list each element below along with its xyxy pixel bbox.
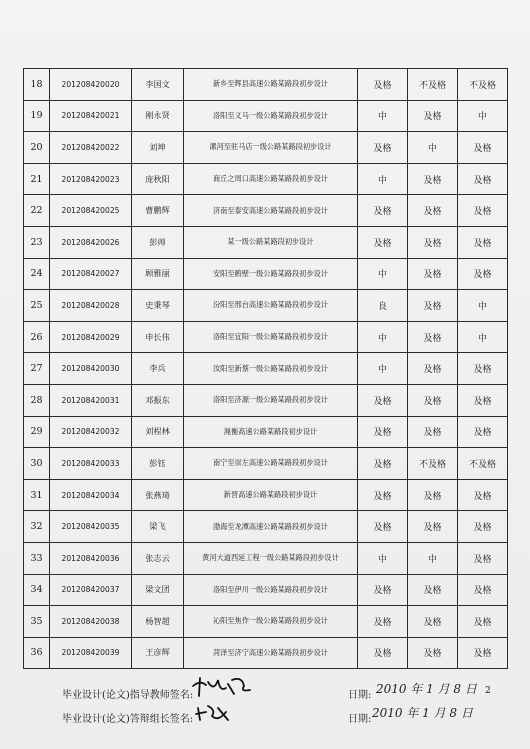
table-row [24, 195, 508, 227]
table-row [24, 258, 508, 290]
cell-grade-reviewer: 及格 [408, 637, 458, 669]
cell-thesis-title: 商丘之周口高速公路某路段初步设计 [184, 163, 358, 195]
cell-grade-advisor: 及格 [358, 448, 408, 480]
cell-grade-defense: 及格 [458, 132, 508, 164]
cell-grade-reviewer: 不及格 [408, 448, 458, 480]
advisor-signature-label: 毕业设计(论文)指导教师签名: [62, 690, 194, 701]
cell-student-name: 刚永贤 [132, 100, 184, 132]
cell-student-name: 申长伟 [132, 321, 184, 353]
cell-student-id: 201208420038 [50, 606, 132, 638]
cell-number: 31 [24, 479, 50, 511]
cell-grade-reviewer: 及格 [408, 416, 458, 448]
cell-number: 33 [24, 542, 50, 574]
cell-grade-reviewer: 及格 [408, 606, 458, 638]
cell-thesis-title: 漯河至驻马店一级公路某路段初步设计 [184, 132, 358, 164]
cell-grade-advisor: 及格 [358, 606, 408, 638]
cell-number: 25 [24, 290, 50, 322]
cell-grade-advisor: 中 [358, 100, 408, 132]
cell-student-id: 201208420026 [50, 226, 132, 258]
cell-student-id: 201208420032 [50, 416, 132, 448]
date-label-advisor: 日期: [348, 690, 372, 701]
cell-student-name: 王彦辉 [132, 637, 184, 669]
cell-grade-reviewer: 及格 [408, 195, 458, 227]
cell-number: 29 [24, 416, 50, 448]
cell-student-name: 史秉琴 [132, 290, 184, 322]
cell-student-id: 201208420035 [50, 511, 132, 543]
cell-student-name: 邓振东 [132, 384, 184, 416]
cell-thesis-title: 渑衡高速公路某路段初步设计 [184, 416, 358, 448]
cell-grade-advisor: 及格 [358, 384, 408, 416]
table-row [24, 606, 508, 638]
cell-student-id: 201208420028 [50, 290, 132, 322]
cell-student-name: 梁飞 [132, 511, 184, 543]
cell-grade-defense: 及格 [458, 258, 508, 290]
page-number: 2 [485, 686, 491, 696]
cell-thesis-title: 洛阳至义马一级公路某路段初步设计 [184, 100, 358, 132]
cell-number: 22 [24, 195, 50, 227]
cell-grade-advisor: 及格 [358, 511, 408, 543]
date-value-advisor: 2010 年 1 月 8 日 [376, 682, 477, 696]
grade-table-body [24, 69, 508, 669]
cell-grade-defense: 中 [458, 290, 508, 322]
cell-grade-defense: 及格 [458, 606, 508, 638]
cell-number: 21 [24, 163, 50, 195]
cell-student-name: 刘程林 [132, 416, 184, 448]
cell-grade-advisor: 及格 [358, 479, 408, 511]
cell-student-id: 201208420025 [50, 195, 132, 227]
cell-thesis-title: 菏泽至济宁高速公路某路段初步设计 [184, 637, 358, 669]
date-value-chair: 2010 年 1 月 8 日 [372, 706, 473, 720]
cell-number: 27 [24, 353, 50, 385]
table-row [24, 100, 508, 132]
cell-grade-reviewer: 及格 [408, 100, 458, 132]
advisor-signature [190, 674, 258, 700]
cell-student-id: 201208420036 [50, 542, 132, 574]
cell-grade-advisor: 及格 [358, 132, 408, 164]
table-row [24, 353, 508, 385]
cell-number: 35 [24, 606, 50, 638]
cell-number: 23 [24, 226, 50, 258]
cell-grade-advisor: 及格 [358, 226, 408, 258]
table-row [24, 163, 508, 195]
cell-grade-advisor: 及格 [358, 69, 408, 101]
cell-grade-defense: 及格 [458, 226, 508, 258]
cell-student-name: 梁文团 [132, 574, 184, 606]
cell-grade-reviewer: 中 [408, 542, 458, 574]
cell-number: 24 [24, 258, 50, 290]
cell-grade-defense: 及格 [458, 163, 508, 195]
cell-grade-defense: 及格 [458, 542, 508, 574]
chair-signature-label: 毕业设计(论文)答辩组长签名: [62, 714, 194, 725]
cell-student-name: 顾雅丽 [132, 258, 184, 290]
table-row [24, 637, 508, 669]
cell-number: 18 [24, 69, 50, 101]
cell-thesis-title: 洛阳至伊川一级公路某路段初步设计 [184, 574, 358, 606]
cell-student-name: 杨智超 [132, 606, 184, 638]
cell-student-id: 201208420027 [50, 258, 132, 290]
cell-grade-advisor: 中 [358, 163, 408, 195]
cell-student-id: 201208420037 [50, 574, 132, 606]
cell-student-name: 张志云 [132, 542, 184, 574]
cell-number: 36 [24, 637, 50, 669]
cell-number: 32 [24, 511, 50, 543]
table-row [24, 321, 508, 353]
chair-signature [194, 702, 234, 724]
cell-grade-defense: 及格 [458, 416, 508, 448]
table-row [24, 479, 508, 511]
cell-number: 20 [24, 132, 50, 164]
cell-student-name: 曹鹏辉 [132, 195, 184, 227]
cell-grade-advisor: 及格 [358, 574, 408, 606]
cell-thesis-title: 汾阳至邢台高速公路某路段初步设计 [184, 290, 358, 322]
cell-grade-reviewer: 及格 [408, 511, 458, 543]
cell-grade-advisor: 中 [358, 258, 408, 290]
table-row [24, 416, 508, 448]
cell-thesis-title: 洛阳至宜阳一级公路某路段初步设计 [184, 321, 358, 353]
cell-grade-defense: 及格 [458, 353, 508, 385]
date-label-chair: 日期: [348, 714, 372, 725]
cell-thesis-title: 新晋高速公路某路段初步设计 [184, 479, 358, 511]
cell-number: 26 [24, 321, 50, 353]
cell-grade-defense: 及格 [458, 384, 508, 416]
cell-grade-defense: 中 [458, 321, 508, 353]
cell-student-id: 201208420023 [50, 163, 132, 195]
cell-thesis-title: 洛阳至济源一级公路某路段初步设计 [184, 384, 358, 416]
table-row [24, 384, 508, 416]
cell-grade-defense: 及格 [458, 637, 508, 669]
cell-thesis-title: 南宁至崇左高速公路某路段初步设计 [184, 448, 358, 480]
cell-student-name: 李国文 [132, 69, 184, 101]
cell-grade-defense: 及格 [458, 195, 508, 227]
cell-student-id: 201208420034 [50, 479, 132, 511]
cell-grade-defense: 及格 [458, 574, 508, 606]
cell-grade-reviewer: 及格 [408, 290, 458, 322]
cell-grade-advisor: 及格 [358, 416, 408, 448]
cell-grade-reviewer: 及格 [408, 479, 458, 511]
cell-grade-reviewer: 及格 [408, 384, 458, 416]
cell-grade-reviewer: 及格 [408, 258, 458, 290]
cell-student-id: 201208420029 [50, 321, 132, 353]
cell-thesis-title: 汝阳至新蔡一级公路某路段初步设计 [184, 353, 358, 385]
table-row [24, 132, 508, 164]
cell-thesis-title: 某一级公路某路段初步设计 [184, 226, 358, 258]
cell-student-id: 201208420020 [50, 69, 132, 101]
cell-grade-reviewer: 及格 [408, 574, 458, 606]
cell-grade-reviewer: 及格 [408, 226, 458, 258]
cell-student-name: 张燕琦 [132, 479, 184, 511]
cell-grade-defense: 及格 [458, 479, 508, 511]
grade-table [23, 68, 508, 669]
table-row [24, 226, 508, 258]
cell-student-name: 彭帅 [132, 226, 184, 258]
cell-student-id: 201208420039 [50, 637, 132, 669]
cell-student-id: 201208420030 [50, 353, 132, 385]
cell-student-id: 201208420022 [50, 132, 132, 164]
cell-grade-defense: 及格 [458, 511, 508, 543]
cell-grade-advisor: 及格 [358, 637, 408, 669]
table-row [24, 511, 508, 543]
cell-number: 34 [24, 574, 50, 606]
cell-grade-advisor: 中 [358, 542, 408, 574]
cell-grade-advisor: 中 [358, 353, 408, 385]
cell-thesis-title: 渤海至龙潭高速公路某路段初步设计 [184, 511, 358, 543]
cell-grade-advisor: 中 [358, 321, 408, 353]
cell-grade-defense: 不及格 [458, 448, 508, 480]
cell-grade-advisor: 良 [358, 290, 408, 322]
cell-student-id: 201208420031 [50, 384, 132, 416]
table-row [24, 448, 508, 480]
cell-student-name: 刘坤 [132, 132, 184, 164]
table-row [24, 574, 508, 606]
table-row [24, 542, 508, 574]
cell-student-id: 201208420033 [50, 448, 132, 480]
cell-thesis-title: 济南至泰安高速公路某路段初步设计 [184, 195, 358, 227]
cell-grade-defense: 不及格 [458, 69, 508, 101]
cell-grade-reviewer: 及格 [408, 321, 458, 353]
cell-thesis-title: 安阳至鹤壁一级公路某路段初步设计 [184, 258, 358, 290]
cell-student-name: 庞秋阳 [132, 163, 184, 195]
cell-grade-reviewer: 及格 [408, 353, 458, 385]
cell-grade-advisor: 及格 [358, 195, 408, 227]
cell-thesis-title: 黄河大道西延工程一级公路某路段初步设计 [184, 542, 358, 574]
cell-grade-reviewer: 及格 [408, 163, 458, 195]
table-row [24, 290, 508, 322]
cell-grade-reviewer: 不及格 [408, 69, 458, 101]
cell-grade-defense: 中 [458, 100, 508, 132]
cell-thesis-title: 沁阳至焦作一级公路某路段初步设计 [184, 606, 358, 638]
table-row [24, 69, 508, 101]
cell-number: 28 [24, 384, 50, 416]
cell-number: 19 [24, 100, 50, 132]
cell-grade-reviewer: 中 [408, 132, 458, 164]
cell-student-name: 李兵 [132, 353, 184, 385]
cell-number: 30 [24, 448, 50, 480]
cell-student-id: 201208420021 [50, 100, 132, 132]
cell-thesis-title: 新乡至辉县高速公路某路段初步设计 [184, 69, 358, 101]
cell-student-name: 彭钰 [132, 448, 184, 480]
